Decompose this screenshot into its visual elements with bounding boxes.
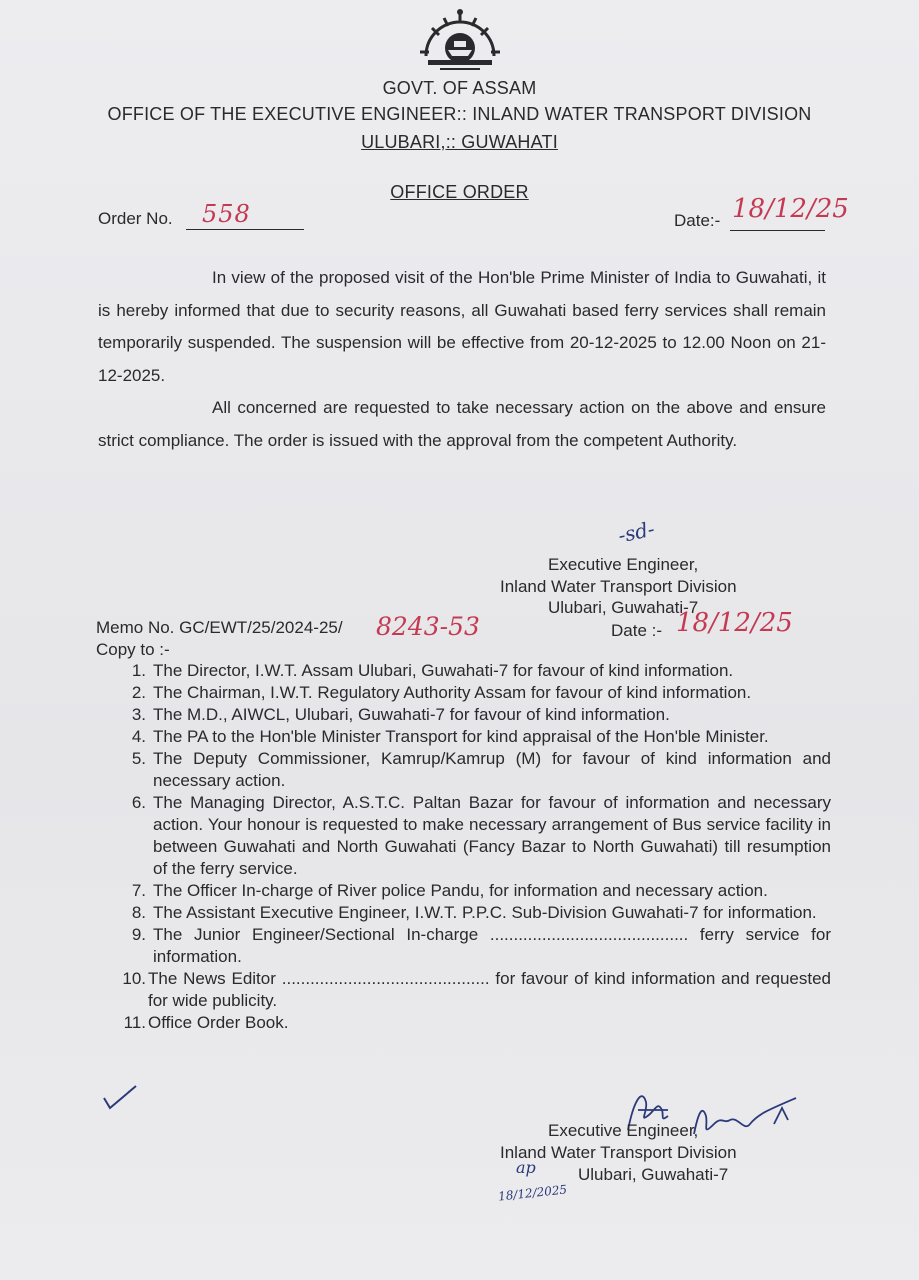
- header-govt: GOVT. OF ASSAM: [382, 78, 537, 98]
- order-date-label: Date:-: [674, 211, 721, 230]
- list-item-text: The PA to the Hon'ble Minister Transport for kind appraisal of the Hon'ble Minister.: [153, 727, 769, 746]
- list-item: [96, 682, 831, 704]
- list-item-text: The Director, I.W.T. Assam Ulubari, Guwahati-7 for favour of kind information.: [153, 661, 734, 680]
- list-item-num: 10.: [122, 969, 146, 988]
- list-item-num: 11.: [123, 1013, 146, 1032]
- tick-mark-icon: [100, 1082, 140, 1112]
- list-item-num: 2.: [131, 683, 146, 702]
- list-item: [96, 792, 831, 880]
- memo-date-label: Date :-: [611, 621, 663, 640]
- list-item-num: 5.: [131, 749, 146, 768]
- list-item-text: The News Editor ............................................ for favour of kind information and requested for wide publicity.: [148, 969, 831, 1010]
- list-item-text: The Junior Engineer/Sectional In-charge .......................................... ferry service for information.: [153, 925, 831, 966]
- sig2-place: Ulubari, Guwahati-7: [578, 1165, 729, 1184]
- order-no-label: Order No.: [98, 209, 173, 228]
- header-place-wrap: [0, 132, 919, 153]
- sig2-title: Executive Engineer,: [548, 1121, 699, 1140]
- copy-to-label: Copy to :-: [96, 640, 170, 659]
- list-item-num: 4.: [131, 727, 146, 746]
- order-no-value: 558: [202, 200, 251, 228]
- memo-date-value: 18/12/25: [676, 608, 793, 638]
- order-title: OFFICE ORDER: [390, 182, 529, 202]
- list-item: [96, 660, 831, 682]
- memo-label: Memo No. GC/EWT/25/2024-25/: [96, 618, 343, 637]
- list-item-num: 8.: [131, 903, 146, 922]
- order-date-underline: [730, 230, 825, 231]
- list-item-text: Office Order Book.: [148, 1013, 289, 1032]
- list-item-num: 7.: [131, 881, 146, 900]
- memo-number: 8243-53: [376, 612, 480, 641]
- body-paragraph-2: All concerned are requested to take necessary action on the above and ensure strict compliance. The order is issued with the approval from the competent Authority.: [98, 398, 826, 450]
- list-item: [96, 748, 831, 792]
- sig2-hand-date: 18/12/2025: [497, 1182, 568, 1204]
- iwt-emblem-logo: [418, 8, 502, 78]
- sig1-division: Inland Water Transport Division: [500, 577, 737, 596]
- list-item-text: The Officer In-charge of River police Pandu, for information and necessary action.: [153, 881, 768, 900]
- sig2-division: Inland Water Transport Division: [500, 1143, 737, 1162]
- list-item: [96, 1012, 831, 1034]
- body-paragraph-1: In view of the proposed visit of the Hon'ble Prime Minister of India to Guwahati, it is hereby informed that due to security reasons, all Guwahati based ferry services shall remain temporarily suspended. The suspension will be effective from 20-12-2025 to 12.00 Noon on 21-12-2025.: [98, 268, 826, 385]
- sd-mark: -sd-: [615, 516, 657, 548]
- list-item-text: The Assistant Executive Engineer, I.W.T. P.P.C. Sub-Division Guwahati-7 for information.: [153, 903, 817, 922]
- list-item-num: 9.: [131, 925, 146, 944]
- header-office: OFFICE OF THE EXECUTIVE ENGINEER:: INLAND WATER TRANSPORT DIVISION: [107, 104, 812, 124]
- list-item-text: The Chairman, I.W.T. Regulatory Authority Assam for favour of kind information.: [153, 683, 752, 702]
- list-item: [96, 902, 831, 924]
- list-item-num: 1.: [131, 661, 146, 680]
- sig2-initial: ap: [516, 1158, 536, 1177]
- list-item-text: The M.D., AIWCL, Ulubari, Guwahati-7 for favour of kind information.: [153, 705, 670, 724]
- list-item-text: The Managing Director, A.S.T.C. Paltan Bazar for favour of information and necessary action. Your honour is requested to make necessary arrangement of Bus service facility in between Guwahati and North Guwahati (Fancy Bazar to North Guwahati) till resumption of the ferry service.: [153, 793, 831, 878]
- list-item: [96, 726, 831, 748]
- list-item: [96, 968, 831, 1012]
- sig1-title: Executive Engineer,: [548, 555, 699, 574]
- list-item-text: The Deputy Commissioner, Kamrup/Kamrup (M) for favour of kind information and necessary action.: [153, 749, 831, 790]
- order-no-underline: [186, 229, 304, 230]
- header-place: ULUBARI,:: GUWAHATI: [361, 132, 558, 152]
- order-date-value: 18/12/25: [732, 194, 849, 224]
- sig1-place: Ulubari, Guwahati-7: [548, 598, 699, 617]
- list-item: [96, 704, 831, 726]
- list-item-num: 3.: [131, 705, 146, 724]
- copy-list: [96, 660, 831, 1034]
- list-item-num: 6.: [131, 793, 146, 812]
- list-item: [96, 880, 831, 902]
- list-item: [96, 924, 831, 968]
